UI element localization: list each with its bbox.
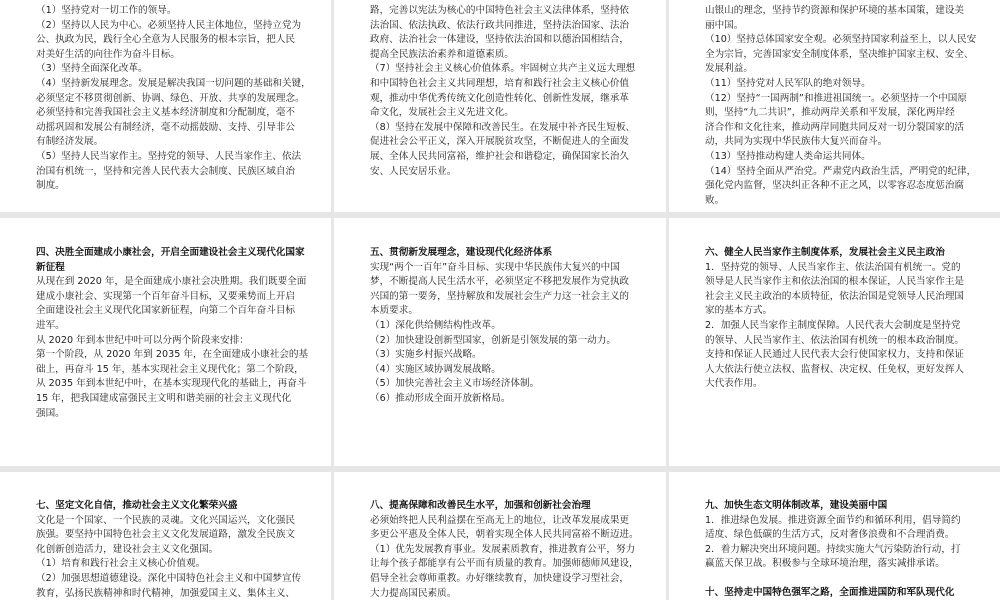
text-line: （5）加快完善社会主义市场经济体制。 [370,378,540,390]
text-line: （1）深化供给侧结构性改革。 [370,319,501,331]
text-line: （10）坚持总体国家安全观。必须坚持国家利益至上，以人民安 [705,34,977,46]
section-title-2: 十、坚持走中国特色强军之路，全面推进国防和军队现代化 [705,586,955,598]
text-line: 进军。 [36,319,65,331]
text-line: （1）坚持党对一切工作的领导。 [36,5,177,16]
section-title: 四、决胜全面建成小康社会，开启全面建设社会主义现代化国家新征程 [36,247,305,273]
text-line: 2．加强人民当家作主制度保障。人民代表大会制度是坚持党 [705,319,961,331]
text-line: 人大依法行使立法权、监督权、决定权、任免权，更好发挥人 [705,363,965,375]
text-line: 的领导、人民当家作主、依法治国有机统一的根本政治制度。 [705,334,965,346]
panel-2 [334,0,666,212]
text-line: 化创新创造活力，建设社会主义文化强国。 [36,543,219,555]
text-line: 大代表作用。 [705,378,763,390]
text-line: 倡导全社会尊师重教。办好继续教育，加快建设学习型社会， [370,572,630,584]
text-line: 1．推进绿色发展。推进资源全面节约和循环利用，倡导简约 [705,514,961,526]
text-line: （1）优先发展教育事业。发展素质教育，推进教育公平，努力 [370,543,636,555]
panel-1-text [36,4,309,194]
text-line: 强化党内监督，坚决纠正各种不正之风，以零容忍态度惩治腐 [705,180,965,192]
text-line: （3）坚持全面深化改革。 [36,63,148,75]
text-line: 15 年，把我国建成富强民主文明和谐美丽的社会主义现代化 [36,392,292,404]
text-line: 多更公平惠及全体人民，朝着实现全体人民共同富裕不断迈进。 [370,529,639,541]
text-line: 必须坚定不移贯彻创新、协调、绿色、开放、共享的发展理念。 [36,92,305,104]
text-line: 文化是一个国家、一个民族的灵魂。文化兴国运兴，文化强民 [36,514,296,526]
text-line: 从 2020 年到本世纪中叶可以分两个阶段来安排： [36,334,249,346]
text-line: （6）推动形成全面开放新格局。 [370,392,511,404]
text-line: 提高全民族法治素养和道德素质。 [370,48,514,60]
panel-9-text [705,514,978,572]
text-line: 教育，弘扬民族精神和时代精神，加强爱国主义、集体主义、 [36,587,296,599]
section-title: 五、贯彻新发展理念，建设现代化经济体系 [370,247,553,258]
text-line: 有制经济发展。 [36,136,104,148]
panel-4-text [36,275,309,421]
text-line: 济合作和文化往来，推动两岸同胞共同反对一切分裂国家的活 [705,121,965,133]
text-line: 发展利益。 [705,63,753,75]
section-title: 九、加快生态文明体制改革，建设美丽中国 [705,500,888,511]
text-line: 安、人民安居乐业。 [370,165,457,177]
text-line: 让每个孩子都能享有公平而有质量的教育。加强师德师风建设， [370,558,639,570]
text-line: 动摇巩固和发展公有制经济，毫不动摇鼓励、支持、引导非公 [36,121,296,133]
text-line: 山银山的理念，坚持节约资源和保护环境的基本国策，建设美 [705,5,965,16]
text-line: 领导是人民当家作主和依法治国的根本保证，人民当家作主是 [705,276,965,288]
text-line: 从 2035 年到本世纪中叶，在基本实现现代化的基础上，再奋斗 [36,378,307,390]
panel-9 [669,472,1000,600]
text-line: 观，推动中华优秀传统文化创造性转化、创新性发展，继承革 [370,92,630,104]
text-line: 全面建设社会主义现代化国家新征程，向第二个百年奋斗目标 [36,305,296,317]
text-line: 制度。 [36,180,65,192]
text-line: 从现在到 2020 年，是全面建成小康社会决胜期。我们既要全面 [36,276,307,288]
text-line: （7）坚持社会主义核心价值体系。牢固树立共产主义远大理想 [370,63,636,75]
text-line: 建成小康社会、实现第一个百年奋斗目标，又要乘势而上开启 [36,290,296,302]
panel-8-text [370,514,644,600]
panel-1 [0,0,331,212]
text-line: 社会主义民主政治的本质特征，依法治国是党领导人民治理国 [705,290,965,302]
panel-7 [0,472,331,600]
text-line: 政府、法治社会一体建设，坚持依法治国和以德治国相结合， [370,34,630,46]
text-line: 实现“两个一百年”奋斗目标、实现中华民族伟大复兴的中国 [370,261,620,273]
text-line: （11）坚持党对人民军队的绝对领导。 [705,77,871,89]
text-line: 治国有机统一，坚持和完善人民代表大会制度、民族区域自治 [36,165,296,177]
section-title: 六、健全人民当家作主制度体系，发展社会主义民主政治 [705,247,945,258]
text-line: 败。 [705,194,725,206]
panel-4 [0,218,331,466]
text-line: 展、全体人民共同富裕，维护社会和谐稳定，确保国家长治久 [370,150,630,162]
text-line: 适度、绿色低碳的生活方式，反对奢侈浪费和不合理消费。 [705,529,955,541]
text-line: 路，完善以宪法为核心的中国特色社会主义法律体系，坚持依 [370,5,630,16]
text-line: 第一个阶段，从 2020 年到 2035 年，在全面建成小康社会的基 [36,349,309,361]
text-line: 本质要求。 [370,305,418,317]
panel-8 [334,472,666,600]
text-line: 强国。 [36,407,65,419]
text-line: 全为宗旨，完善国家安全制度体系，坚决维护国家主权、安全、 [705,48,974,60]
text-line: 动，共同为实现中华民族伟大复兴而奋斗。 [705,136,888,148]
text-line: （3）实施乡村振兴战略。 [370,349,482,361]
text-line: 家的基本方式。 [705,305,773,317]
text-line: 对美好生活的向往作为奋斗目标。 [36,48,180,60]
panel-3-text [705,4,978,208]
text-line: （12）坚持“一国两制”和推进祖国统一。必须坚持一个中国原 [705,92,967,104]
text-line: （8）坚持在发展中保障和改善民生。在发展中补齐民生短板、 [370,121,636,133]
text-line: 和中国特色社会主义共同理想，培育和践行社会主义核心价值 [370,77,630,89]
text-line: 支持和保证人民通过人民代表大会行使国家权力，支持和保证 [705,349,965,361]
section-title: 八、提高保障和改善民生水平，加强和创新社会治理 [370,500,591,511]
text-line: 赢蓝天保卫战。积极参与全球环境治理，落实减排承诺。 [705,558,945,570]
text-line: 础上，再奋斗 15 年，基本实现社会主义现代化；第二个阶段， [36,363,304,375]
text-line: （5）坚持人民当家作主。坚持党的领导、人民当家作主、依法 [36,150,302,162]
text-line: （4）实施区域协调发展战略。 [370,363,501,375]
text-line: 必须始终把人民利益摆在至高无上的地位，让改革发展成果更 [370,514,630,526]
text-line: （14）坚持全面从严治党。严肃党内政治生活，严明党的纪律， [705,165,977,177]
panel-6-text [705,261,978,392]
text-line: 命文化，发展社会主义先进文化。 [370,107,514,119]
text-line: 法治国、依法执政、依法行政共同推进，坚持法治国家、法治 [370,19,630,31]
text-line: （2）加强思想道德建设。深化中国特色社会主义和中国梦宣传 [36,572,302,584]
panel-5-text [370,261,644,407]
text-line: 促进社会公平正义，深入开展脱贫攻坚，不断促进人的全面发 [370,136,630,148]
text-line: 大力提高国民素质。 [370,587,457,599]
text-line: 1．坚持党的领导、人民当家作主、依法治国有机统一。党的 [705,261,961,273]
text-line: （1）培育和践行社会主义核心价值观。 [36,558,206,570]
text-line: 丽中国。 [705,19,744,31]
text-line: 兴国的第一要务，坚持解放和发展社会生产力这一社会主义的 [370,290,630,302]
text-line: 梦，不断提高人民生活水平，必须坚定不移把发展作为党执政 [370,276,630,288]
text-line: 公、执政为民，践行全心全意为人民服务的根本宗旨，把人民 [36,34,296,46]
panel-6 [669,218,1000,466]
panel-2-text [370,4,644,179]
text-line: （2）加快建设创新型国家，创新是引领发展的第一动力。 [370,334,616,346]
text-line: （13）坚持推动构建人类命运共同体。 [705,150,871,162]
section-title: 七、坚定文化自信，推动社会主义文化繁荣兴盛 [36,500,238,511]
text-line: 族强。要坚持中国特色社会主义文化发展道路，激发全民族文 [36,529,296,541]
panel-7-text [36,514,309,600]
panel-5 [334,218,666,466]
text-line: 2．着力解决突出环境问题。持续实施大气污染防治行动，打 [705,543,961,555]
panel-3 [669,0,1000,212]
text-line: 则，坚持“九二共识”，推动两岸关系和平发展，深化两岸经 [705,107,955,119]
text-line: 必须坚持和完善我国社会主义基本经济制度和分配制度，毫不 [36,107,296,119]
text-line: （4）坚持新发展理念。发展是解决我国一切问题的基础和关键， [36,77,311,89]
text-line: （2）坚持以人民为中心。必须坚持人民主体地位，坚持立党为 [36,19,302,31]
